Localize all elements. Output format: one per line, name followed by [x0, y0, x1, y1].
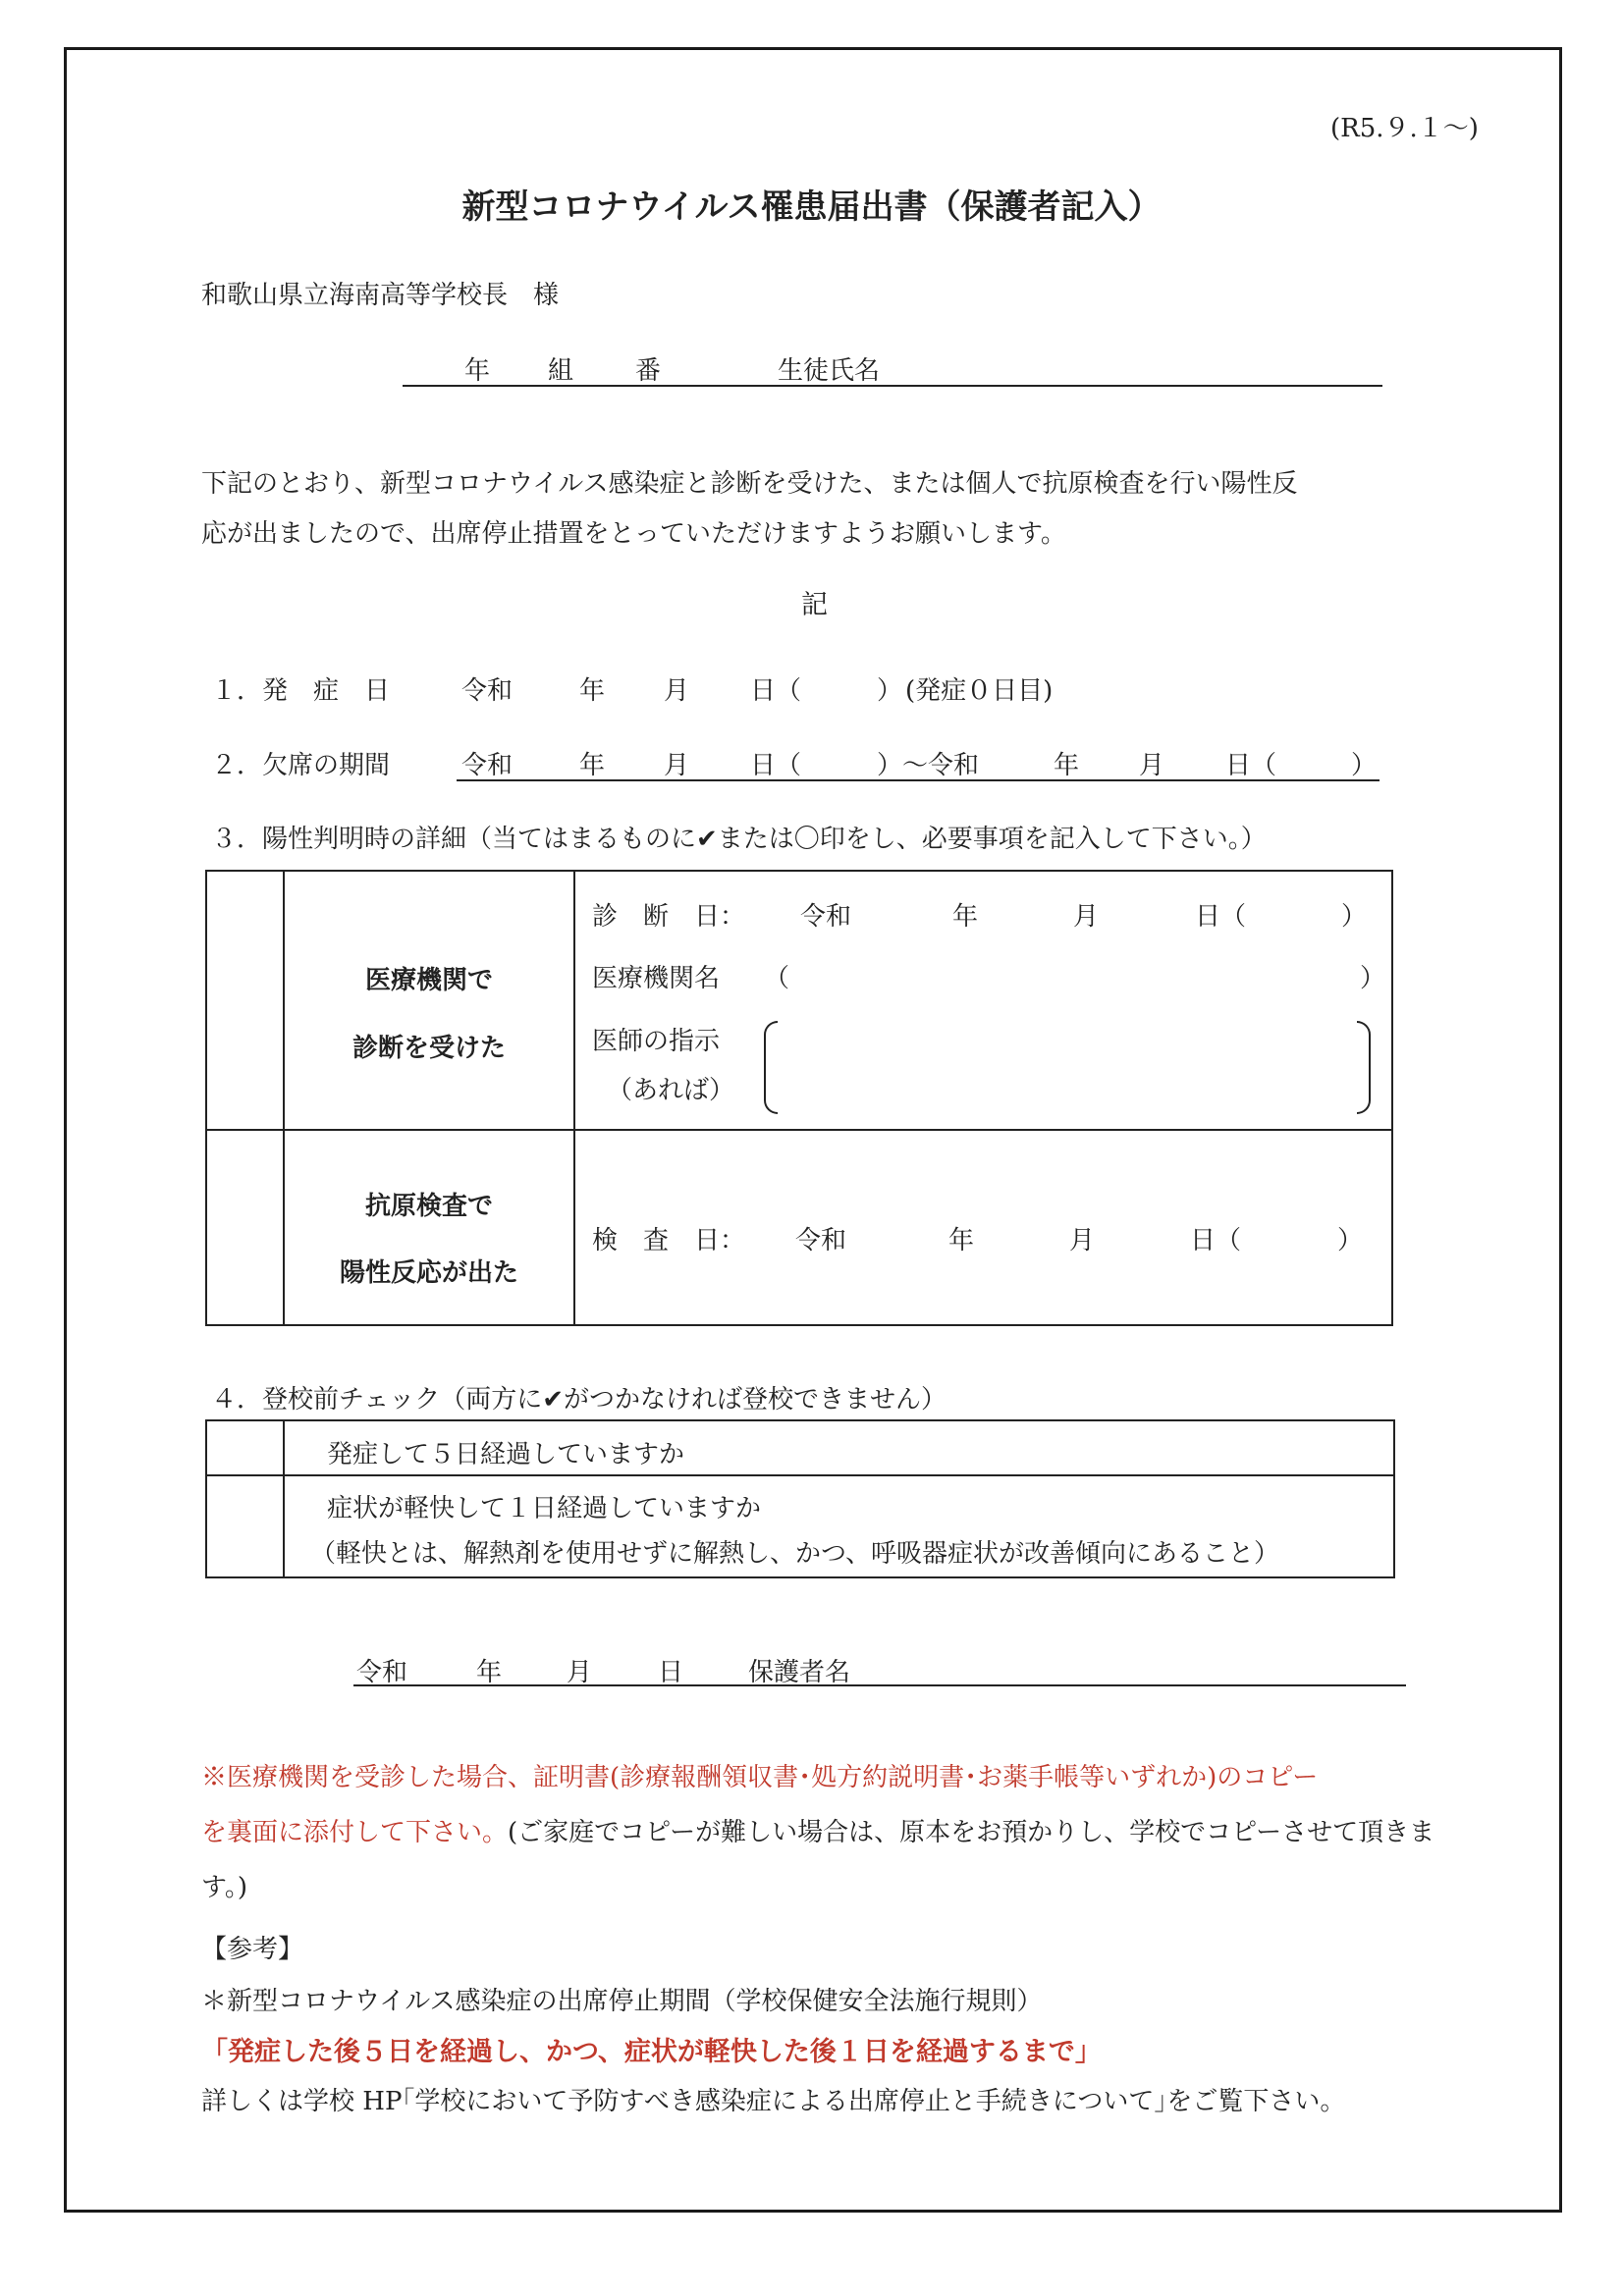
item2-reiwa-from: 令和 — [461, 751, 514, 780]
reference-heading: 【参考】 — [201, 1935, 304, 1964]
row2-title-1: 抗原検査で — [364, 1192, 493, 1221]
item3-row1-checkbox[interactable] — [206, 871, 283, 1129]
item2-underline — [457, 779, 1380, 781]
item2-label: ２．欠席の期間 — [211, 751, 391, 780]
check1-checkbox[interactable] — [206, 1421, 283, 1474]
notice-line-2-red: を裏面に添付して下さい。 — [201, 1818, 509, 1847]
item2-close: ） — [1351, 751, 1378, 780]
row2-title-2: 陽性反応が出た — [339, 1258, 518, 1288]
diagnosis-month: 月 — [1073, 902, 1100, 932]
institution-field[interactable] — [805, 954, 1345, 993]
item2-year-to: 年 — [1054, 751, 1080, 780]
doctor-instruction-label: 医師の指示 — [592, 1027, 721, 1056]
check2-checkbox[interactable] — [206, 1476, 283, 1576]
check2-text: 症状が軽快して１日経過していますか — [327, 1494, 762, 1523]
addressee: 和歌山県立海南高等学校長 様 — [201, 281, 560, 310]
notice-line-1: ※医療機関を受診した場合、証明書(診療報酬領収書･処方約説明書･お薬手帳等いずれか)のコピー — [201, 1763, 1319, 1792]
diagnosis-reiwa: 令和 — [800, 902, 852, 932]
page-title: 新型コロナウイルス罹患届出書（保護者記入） — [461, 187, 1162, 227]
row1-title-2: 診断を受けた — [352, 1034, 506, 1063]
test-month: 月 — [1069, 1226, 1096, 1255]
student-underline — [403, 385, 1382, 387]
item4-row-divider — [205, 1474, 1395, 1476]
student-name-label: 生徒氏名 — [778, 356, 881, 386]
doctor-instruction-field[interactable] — [785, 1023, 1350, 1111]
student-year-label: 年 — [464, 356, 491, 386]
check2-note: （軽快とは、解熱剤を使用せずに解熱し、かつ、呼吸器症状が改善傾向にあること） — [310, 1539, 1279, 1569]
student-number-label: 番 — [635, 356, 662, 386]
version-label: (R5.９.１～) — [1330, 114, 1479, 143]
item4-label: ４．登校前チェック（両方に✔がつかなければ登校できません） — [211, 1385, 947, 1415]
row1-title-1: 医療機関で — [364, 966, 493, 995]
diagnosis-close: ） — [1341, 902, 1368, 932]
item1-year: 年 — [579, 676, 606, 706]
check1-text: 発症して５日経過していますか — [327, 1440, 685, 1469]
notice-line-2: (ご家庭でコピーが難しい場合は、原本をお預かりし、学校でコピーさせて頂きま — [508, 1818, 1435, 1847]
test-day: 日（ — [1190, 1226, 1242, 1255]
guardian-name-label: 保護者名 — [748, 1658, 851, 1687]
signature-reiwa: 令和 — [356, 1658, 408, 1687]
institution-label: 医療機関名 — [592, 964, 721, 993]
intro-line-1: 下記のとおり、新型コロナウイルス感染症と診断を受けた、または個人で抗原検査を行い陽性反 — [201, 469, 1298, 499]
student-class-label: 組 — [548, 356, 574, 386]
item1-label: １．発 症 日 — [211, 676, 391, 706]
test-date-label: 検 査 日： — [592, 1226, 746, 1255]
item2-month-from: 月 — [664, 751, 690, 780]
reference-line-1: ＊新型コロナウイルス感染症の出席停止期間（学校保健安全法施行規則） — [201, 1987, 1043, 2016]
item2-month-to: 月 — [1139, 751, 1165, 780]
doctor-bracket-left — [764, 1021, 778, 1114]
item2-range-separator: ）～令和 — [877, 751, 980, 780]
guardian-name-field[interactable] — [884, 1647, 1394, 1684]
item1-close: ） — [877, 676, 903, 706]
reference-line-3: 詳しくは学校 HP｢学校において予防すべき感染症による出席停止と手続きについて｣をご覧下さい。 — [201, 2087, 1346, 2116]
item3-row-divider — [205, 1129, 1393, 1131]
signature-month: 月 — [567, 1658, 593, 1687]
item3-title-column-divider — [573, 870, 575, 1326]
item1-day: 日（ — [750, 676, 802, 706]
item3-row2-checkbox[interactable] — [206, 1131, 283, 1325]
item1-month: 月 — [664, 676, 690, 706]
item4-checkbox-column-divider — [283, 1419, 285, 1578]
notice-line-3: す。) — [201, 1873, 248, 1902]
test-year: 年 — [948, 1226, 975, 1255]
item2-year-from: 年 — [579, 751, 606, 780]
doctor-bracket-right — [1357, 1021, 1371, 1114]
diagnosis-date-label: 診 断 日： — [592, 902, 746, 932]
test-close: ） — [1337, 1226, 1364, 1255]
institution-open: （ — [764, 964, 790, 993]
signature-year: 年 — [476, 1658, 503, 1687]
doctor-instruction-sublabel: （あれば） — [607, 1076, 735, 1105]
diagnosis-year: 年 — [952, 902, 979, 932]
signature-underline — [353, 1684, 1406, 1686]
item3-label: ３．陽性判明時の詳細（当てはまるものに✔または〇印をし、必要事項を記入して下さい。） — [211, 825, 1267, 854]
reference-emphasis: 「発症した後５日を経過し、かつ、症状が軽快した後１日を経過するまで」 — [201, 2037, 1102, 2067]
ki-label: 記 — [801, 590, 828, 620]
institution-close: ） — [1360, 964, 1386, 993]
intro-line-2: 応が出ましたので、出席停止措置をとっていただけますようお願いします。 — [201, 519, 1066, 549]
item1-reiwa: 令和 — [461, 676, 514, 706]
item2-day-from: 日（ — [750, 751, 802, 780]
diagnosis-day: 日（ — [1195, 902, 1247, 932]
item1-note: (発症０日目) — [905, 676, 1054, 706]
item2-day-to: 日（ — [1225, 751, 1277, 780]
signature-day: 日 — [658, 1658, 684, 1687]
test-reiwa: 令和 — [795, 1226, 847, 1255]
